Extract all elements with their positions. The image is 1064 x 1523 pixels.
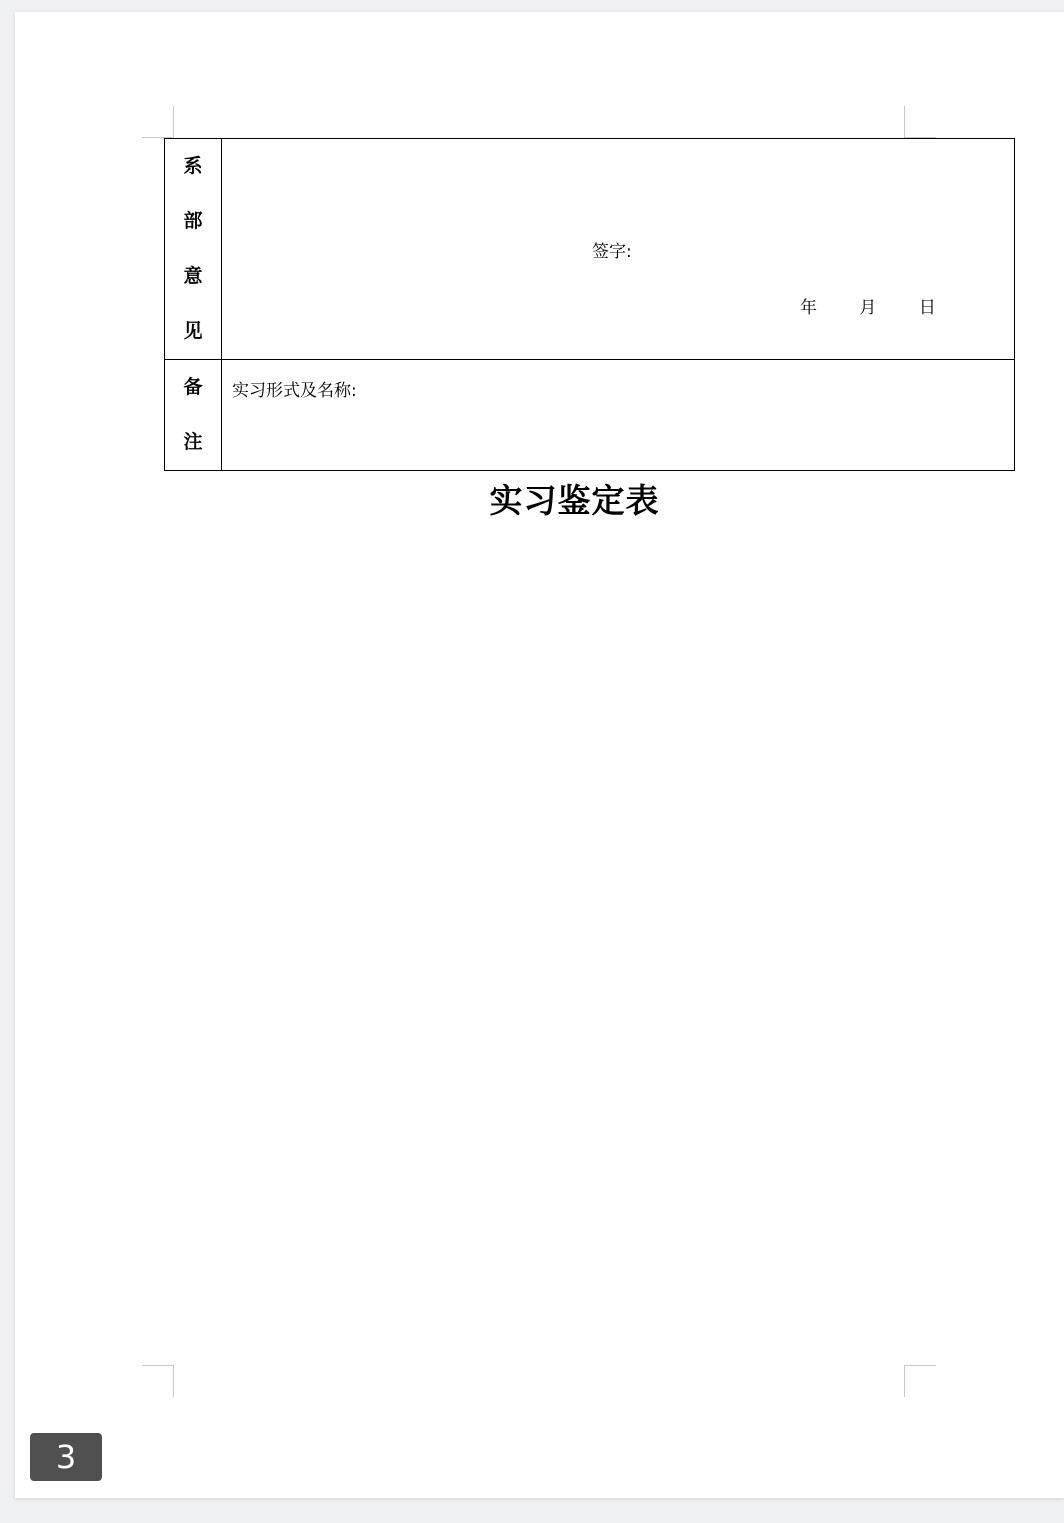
label-char: 意 [183, 265, 203, 287]
label-char: 备 [183, 376, 203, 398]
year-label: 年 [800, 298, 817, 318]
label-char: 系 [183, 155, 203, 177]
label-char: 见 [183, 320, 203, 342]
label-char: 注 [183, 431, 203, 453]
crop-mark-top-left [142, 106, 174, 138]
page-number-badge: 3 [30, 1433, 102, 1481]
crop-mark-bottom-left [142, 1365, 174, 1397]
department-opinion-label [165, 139, 221, 359]
appraisal-form-table [164, 138, 1015, 471]
remarks-label [165, 360, 221, 470]
document-title: 实习鉴定表 [489, 481, 660, 520]
document-page [15, 12, 1064, 1498]
department-opinion-content-cell[interactable] [222, 139, 1015, 360]
internship-form-name-label: 实习形式及名称: [232, 381, 357, 401]
label-char: 部 [183, 210, 203, 232]
signature-label: 签字: [592, 242, 632, 262]
day-label: 日 [918, 298, 936, 318]
crop-mark-bottom-right [904, 1365, 936, 1397]
department-opinion-row [165, 139, 1015, 360]
department-opinion-label-cell [165, 139, 222, 360]
remarks-row [165, 360, 1015, 471]
remarks-content-cell[interactable] [222, 360, 1015, 471]
date-line [800, 293, 936, 318]
crop-mark-top-right [904, 106, 936, 138]
month-label: 月 [859, 298, 877, 318]
remarks-label-cell [165, 360, 222, 471]
